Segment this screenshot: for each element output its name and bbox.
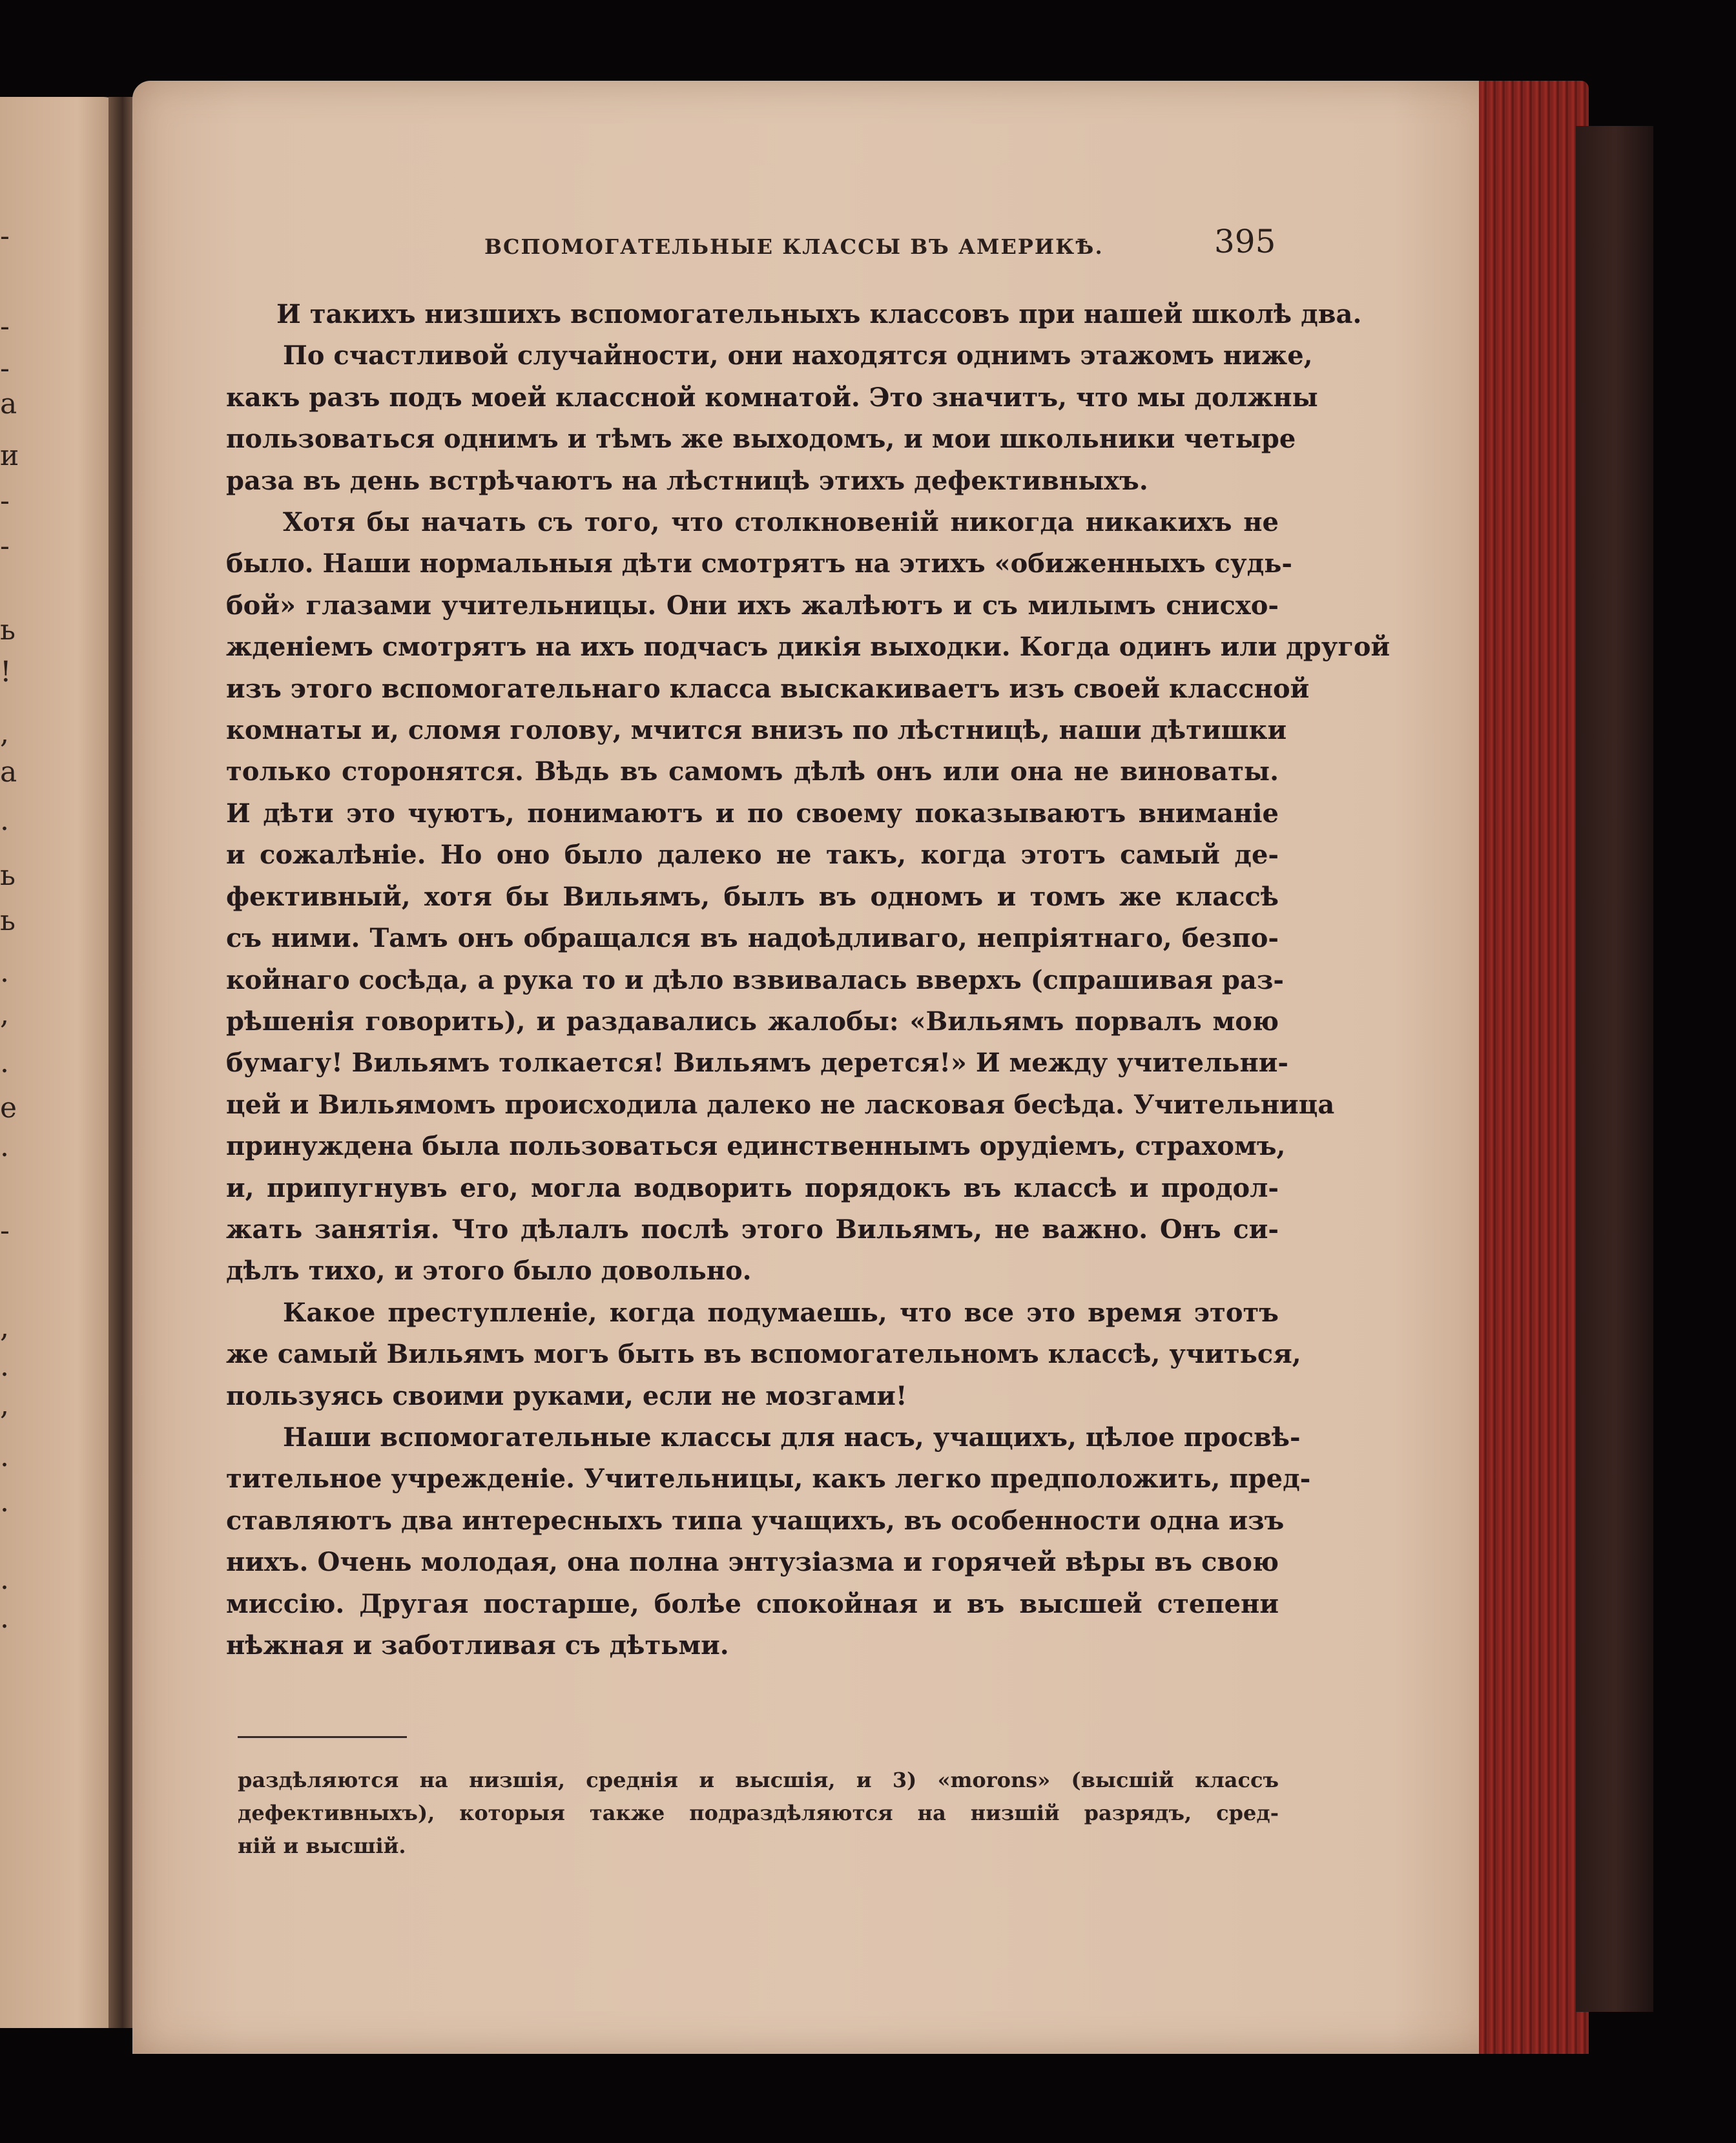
red-page-edges <box>1479 81 1589 2054</box>
text-line: принуждена была пользоваться единственнымъ орудіемъ, страхомъ, <box>226 1131 1286 1162</box>
edge-char: . <box>0 1486 9 1518</box>
edge-char: а <box>0 756 17 789</box>
text-line: изъ этого вспомогательнаго класса выскакиваетъ изъ своей классной <box>226 673 1310 704</box>
text-line: комнаты и, сломя голову, мчится внизъ по лѣстницѣ, наши дѣтишки <box>226 715 1287 746</box>
edge-char: ! <box>0 656 12 688</box>
edge-char: а <box>0 388 17 420</box>
edge-char: ь <box>0 859 16 892</box>
footnote-line: дефективныхъ), которыя также подраздѣляются на низшій разрядъ, сред- <box>238 1801 1279 1825</box>
text-line: бумагу! Вильямъ толкается! Вильямъ дерется!» И между учительни- <box>226 1048 1288 1079</box>
edge-char: - <box>0 484 10 517</box>
edge-char: . <box>0 1046 9 1079</box>
text-line: миссію. Другая постарше, болѣе спокойная и въ высшей степени <box>226 1588 1279 1619</box>
text-line: какъ разъ подъ моей классной комнатой. Это значитъ, что мы должны <box>226 382 1318 413</box>
edge-char: ь <box>0 614 16 647</box>
text-line: И дѣти это чуютъ, понимаютъ и по своему показываютъ вниманіе <box>226 798 1279 829</box>
text-line: нихъ. Очень молодая, она полна энтузіазма и горячей вѣры въ свою <box>226 1547 1279 1578</box>
text-line: бой» глазами учительницы. Они ихъ жалѣютъ и съ милымъ снисхо- <box>226 590 1279 621</box>
text-line: было. Наши нормальныя дѣти смотрятъ на этихъ «обиженныхъ судь- <box>226 548 1292 579</box>
edge-char: е <box>0 1092 17 1124</box>
footnote-rule <box>238 1736 407 1738</box>
edge-char: . <box>0 804 9 837</box>
text-line: пользоваться однимъ и тѣмъ же выходомъ, и мои школьники четыре <box>226 424 1296 455</box>
text-line: съ ними. Тамъ онъ обращался въ надоѣдливаго, непріятнаго, безпо- <box>226 923 1279 954</box>
text-line: же самый Вильямъ могъ быть въ вспомогательномъ классѣ, учиться, <box>226 1339 1301 1370</box>
footnote <box>238 1764 1279 1863</box>
text-line: Наши вспомогательные классы для насъ, учащихъ, цѣлое просвѣ- <box>283 1422 1301 1453</box>
edge-char: . <box>0 1602 9 1635</box>
edge-char: , <box>0 1389 9 1422</box>
text-line: и, припугнувъ его, могла водворить порядокъ въ классѣ и продол- <box>226 1172 1279 1203</box>
edge-char: . <box>0 956 9 989</box>
edge-char: . <box>0 1350 9 1383</box>
text-line: рѣшенія говорить), и раздавались жалобы: «Вильямъ порвалъ мою <box>226 1006 1279 1037</box>
text-line: только сторонятся. Вѣдь въ самомъ дѣлѣ онъ или она не виноваты. <box>226 756 1279 787</box>
edge-char: и <box>0 439 19 472</box>
body-text <box>226 294 1390 1666</box>
edge-char: - <box>0 1214 10 1247</box>
text-line: цей и Вильямомъ происходила далеко не ласковая бесѣда. Учительница <box>226 1089 1335 1120</box>
text-line: жать занятія. Что дѣлалъ послѣ этого Вильямъ, не важно. Онъ си- <box>226 1214 1279 1245</box>
footnote-line: ній и высшій. <box>238 1834 406 1858</box>
page-header <box>132 223 1502 268</box>
footnote-line: раздѣляются на низшія, среднія и высшія, и 3) «morons» (высшій классъ <box>238 1768 1279 1792</box>
edge-char: - <box>0 310 10 343</box>
text-line: и сожалѣніе. Но оно было далеко не такъ, когда этотъ самый де- <box>226 840 1279 871</box>
edge-char: . <box>0 1563 9 1596</box>
text-line: И такихъ низшихъ вспомогательныхъ классовъ при нашей школѣ два. <box>276 299 1362 329</box>
text-line: пользуясь своими руками, если не мозгами! <box>226 1380 907 1411</box>
edge-char: . <box>0 1440 9 1473</box>
book-cover-edge <box>1576 126 1653 2012</box>
text-line: койнаго сосѣда, а рука то и дѣло взвивалась вверхъ (спрашивая раз- <box>226 964 1285 995</box>
edge-char: , <box>0 998 9 1031</box>
text-line: нѣжная и заботливая съ дѣтьми. <box>226 1630 729 1661</box>
text-line: Какое преступленіе, когда подумаешь, что все это время этотъ <box>283 1297 1279 1328</box>
edge-char: - <box>0 352 10 385</box>
page-number: 395 <box>1214 223 1276 260</box>
edge-char: , <box>0 1311 9 1344</box>
text-line: фективный, хотя бы Вильямъ, былъ въ одномъ и томъ же классѣ <box>226 881 1279 912</box>
edge-char: - <box>0 220 10 253</box>
text-line: ставляютъ два интересныхъ типа учащихъ, въ особенности одна изъ <box>226 1505 1285 1536</box>
running-head: ВСПОМОГАТЕЛЬНЫЕ КЛАССЫ ВЪ АМЕРИКѢ. <box>484 234 1104 259</box>
edge-char: - <box>0 530 10 563</box>
text-line: жденіемъ смотрятъ на ихъ подчасъ дикія выходки. Когда одинъ или другой <box>226 632 1390 663</box>
text-line: Хотя бы начать съ того, что столкновеній никогда никакихъ не <box>283 507 1279 538</box>
edge-char: . <box>0 1130 9 1163</box>
edge-char: ь <box>0 904 16 937</box>
text-line: По счастливой случайности, они находятся однимъ этажомъ ниже, <box>283 340 1313 371</box>
text-line: раза въ день встрѣчаютъ на лѣстницѣ этихъ дефективныхъ. <box>226 465 1148 496</box>
text-line: дѣлъ тихо, и этого было довольно. <box>226 1256 752 1287</box>
edge-char: , <box>0 717 9 750</box>
text-line: тительное учрежденіе. Учительницы, какъ легко предположить, пред- <box>226 1464 1311 1495</box>
